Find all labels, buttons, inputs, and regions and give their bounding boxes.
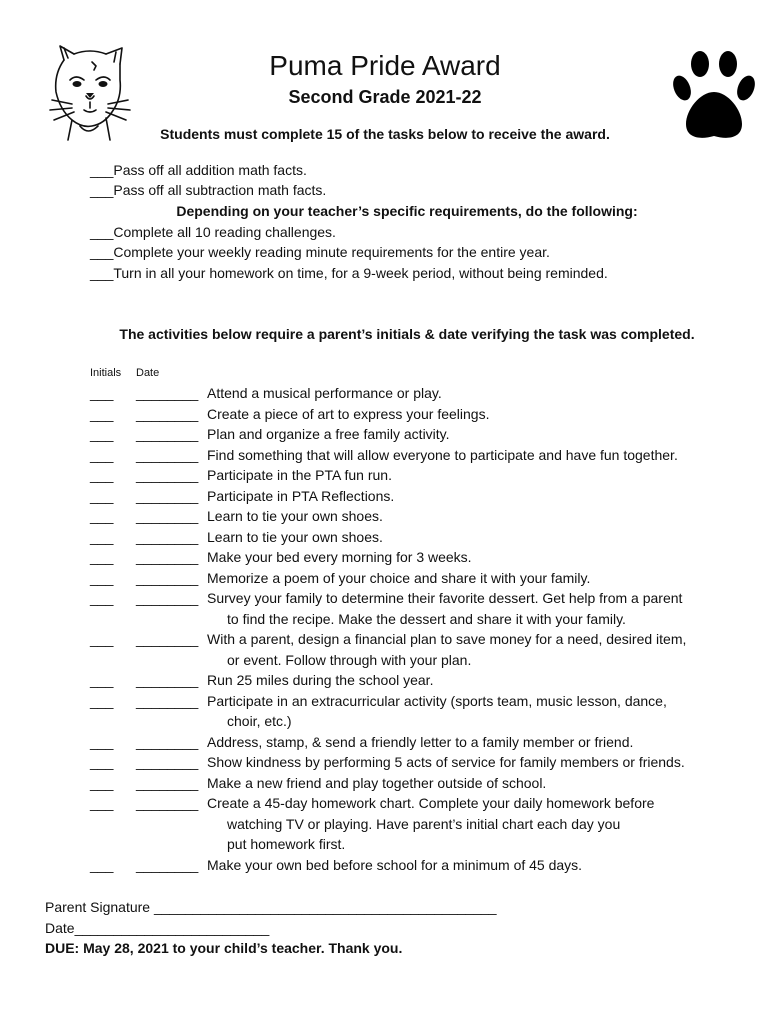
activity-item (207, 547, 472, 568)
initials-blank[interactable]: ___ (90, 795, 114, 811)
activity-text-continued: put homework first. (227, 836, 346, 852)
activity-text: Create a 45-day homework chart. Complete your daily homework before (207, 795, 655, 811)
date-blank[interactable]: ________ (136, 385, 199, 401)
date-blank[interactable]: ________ (136, 487, 199, 504)
page-title: Puma Pride Award (269, 50, 501, 81)
date-blank[interactable]: ________ (136, 467, 199, 483)
activity-item (207, 404, 489, 425)
initials-blank[interactable]: ___ (90, 856, 114, 873)
date-blank[interactable]: ________ (136, 754, 199, 770)
activity-item (207, 527, 383, 548)
activity-text-continued: watching TV or playing. Have parent’s initial chart each day you (227, 815, 621, 832)
activity-item (207, 855, 582, 876)
activity-text: Participate in an extracurricular activity (sports team, music lesson, dance, (207, 692, 667, 709)
date-blank[interactable]: ________ (136, 692, 199, 709)
date-blank[interactable]: ________ (136, 672, 199, 688)
date-blank[interactable]: ________ (136, 426, 199, 442)
activity-text: Learn to tie your own shoes. (207, 508, 383, 524)
activity-text-continued: or event. Follow through with your plan. (227, 651, 472, 668)
requirements-heading: Depending on your teacher’s specific requirements, do the following: (176, 203, 638, 219)
activity-item (207, 629, 686, 670)
initials-blank[interactable]: ___ (90, 692, 114, 709)
activity-item (207, 773, 546, 794)
date-blank[interactable]: ________ (136, 549, 199, 565)
activity-text: Find something that will allow everyone to participate and have fun together. (207, 446, 678, 463)
instruction-text: Students must complete 15 of the tasks below to receive the award. (160, 126, 610, 142)
initials-blank[interactable]: ___ (90, 405, 114, 422)
activity-item (207, 445, 678, 466)
activity-item (207, 670, 433, 691)
date-blank[interactable]: ________ (136, 508, 199, 524)
initials-blank[interactable]: ___ (90, 754, 114, 770)
date-blank[interactable]: ________ (136, 733, 199, 750)
teacher-task: ___Complete your weekly reading minute requirements for the entire year. (90, 244, 550, 260)
activity-item (207, 506, 383, 527)
initials-blank[interactable]: ___ (90, 528, 114, 545)
initials-blank[interactable]: ___ (90, 508, 114, 524)
activity-item (207, 383, 442, 404)
activity-text: Create a piece of art to express your feelings. (207, 405, 490, 422)
date-blank[interactable]: ________ (136, 795, 199, 811)
parent-signature-line[interactable]: Parent Signature ____________________________________________ (45, 899, 497, 915)
activity-text: Make a new friend and play together outside of school. (207, 774, 547, 791)
date-blank[interactable]: ________ (136, 856, 199, 873)
activity-text: Participate in PTA Reflections. (207, 487, 395, 504)
page-subtitle: Second Grade 2021-22 (288, 87, 482, 107)
parent-note: The activities below require a parent’s initials & date verifying the task was completed. (119, 326, 695, 342)
activity-item (207, 732, 633, 753)
initials-blank[interactable]: ___ (90, 733, 114, 750)
initials-blank[interactable]: ___ (90, 487, 114, 504)
required-task: ___Pass off all subtraction math facts. (90, 182, 327, 198)
date-blank[interactable]: ________ (136, 569, 199, 586)
activity-text: Attend a musical performance or play. (207, 385, 442, 401)
activity-item (207, 588, 682, 629)
date-blank[interactable]: ________ (136, 631, 199, 647)
initials-blank[interactable]: ___ (90, 426, 114, 442)
activity-text: Participate in the PTA fun run. (207, 467, 392, 483)
activity-text: Learn to tie your own shoes. (207, 528, 383, 545)
initials-blank[interactable]: ___ (90, 569, 114, 586)
column-header-initials: Initials (90, 367, 122, 379)
initials-blank[interactable]: ___ (90, 446, 114, 463)
date-blank[interactable]: ________ (136, 774, 199, 791)
due-notice: DUE: May 28, 2021 to your child’s teacher. Thank you. (45, 940, 403, 956)
activity-item (207, 486, 394, 507)
activity-text: Show kindness by performing 5 acts of service for family members or friends. (207, 754, 685, 770)
activity-text-continued: choir, etc.) (227, 713, 292, 729)
activity-text: Memorize a poem of your choice and share it with your family. (207, 569, 591, 586)
initials-blank[interactable]: ___ (90, 631, 114, 647)
initials-blank[interactable]: ___ (90, 467, 114, 483)
initials-blank[interactable]: ___ (90, 549, 114, 565)
activity-item (207, 568, 590, 589)
activity-item (207, 691, 667, 732)
activity-item (207, 465, 392, 486)
activity-text: Plan and organize a free family activity. (207, 426, 450, 442)
teacher-task: ___Turn in all your homework on time, for a 9-week period, without being reminded. (90, 265, 608, 281)
column-header-date: Date (136, 367, 160, 379)
initials-blank[interactable]: ___ (90, 590, 114, 606)
activity-text: Make your bed every morning for 3 weeks. (207, 549, 472, 565)
teacher-task: ___Complete all 10 reading challenges. (90, 224, 336, 240)
initials-blank[interactable]: ___ (90, 774, 114, 791)
date-blank[interactable]: ________ (136, 528, 199, 545)
activity-text: Address, stamp, & send a friendly letter to a family member or friend. (207, 733, 634, 750)
date-blank[interactable]: ________ (136, 446, 199, 463)
date-blank[interactable]: ________ (136, 405, 199, 422)
date-line[interactable]: Date_________________________ (45, 920, 270, 936)
activity-item (207, 793, 654, 855)
initials-blank[interactable]: ___ (90, 672, 114, 688)
activity-text: Make your own bed before school for a minimum of 45 days. (207, 856, 583, 873)
activity-text: With a parent, design a financial plan to save money for a need, desired item, (207, 631, 687, 647)
initials-blank[interactable]: ___ (90, 385, 114, 401)
activity-text: Run 25 miles during the school year. (207, 672, 434, 688)
required-task: ___Pass off all addition math facts. (90, 162, 307, 178)
activity-text-continued: to find the recipe. Make the dessert and share it with your family. (227, 610, 626, 627)
date-blank[interactable]: ________ (136, 590, 199, 606)
activity-item (207, 752, 685, 773)
activity-item (207, 424, 450, 445)
activity-text: Survey your family to determine their favorite dessert. Get help from a parent (207, 590, 683, 606)
